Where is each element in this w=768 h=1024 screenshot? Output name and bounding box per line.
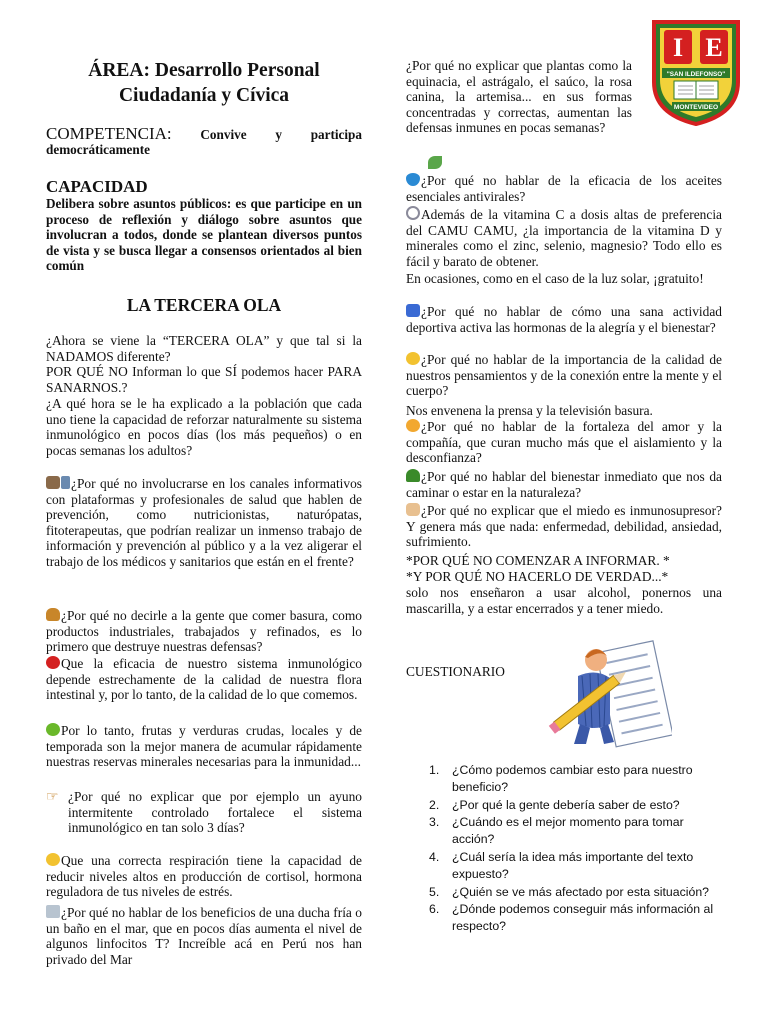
green-apple-icon [46, 723, 60, 736]
title-line-2: Ciudadanía y Cívica [118, 85, 290, 106]
microscope-icon [61, 476, 70, 489]
question-item [408, 884, 726, 901]
left-paragraph-5 [46, 608, 362, 655]
question-item [408, 797, 726, 814]
question-text: ¿Por qué la gente debería saber de esto? [452, 797, 680, 812]
man-with-microscope-icon [46, 476, 60, 489]
section-title: LA TERCERA OLA [126, 295, 282, 315]
runner-icon [406, 304, 420, 317]
cuestionario-heading: CUESTIONARIO [406, 664, 505, 679]
capacidad-text: Delibera sobre asuntos públicos: es que participe en un proceso de reflexión y diálogo sobre asuntos que involucran a todos, donde se plantean diversos puntos de vista y se busca llegar a consensos orientados al bien común [46, 196, 362, 273]
smiling-face-icon [46, 853, 60, 866]
question-item [408, 814, 726, 848]
question-text: ¿Cuándo es el mejor momento para tomar acción? [452, 815, 684, 847]
question-item [408, 762, 726, 796]
right-paragraph-6-text: ¿Por qué no hablar de la importancia de la calidad de nuestros pensamientos y de la conexión entre la mente y el cuerpo? [406, 352, 722, 399]
thinking-face-icon [406, 352, 420, 365]
apple-icon [46, 656, 60, 669]
right-paragraph-7: Nos envenena la prensa y la televisión basura. [406, 403, 653, 418]
leaf-icon [428, 156, 442, 169]
question-number: 6. [429, 902, 440, 917]
capacidad-heading: CAPACIDAD [46, 177, 148, 196]
left-paragraph-5-text: ¿Por qué no decirle a la gente que comer basura, como productos industriales, trabajados y refinados, es lo primero que destruye nuestras defensas? [46, 608, 362, 655]
right-paragraph-12: *Y POR QUÉ NO HACERLO DE VERDAD...* [406, 569, 669, 584]
question-text: ¿Cuál sería la idea más importante del texto expuesto? [452, 849, 694, 881]
right-paragraph-9-text: ¿Por qué no hablar del bienestar inmediato que nos da caminar o estar en la naturaleza? [406, 469, 722, 500]
competencia-block [46, 126, 362, 157]
left-paragraph-6 [46, 656, 362, 703]
left-paragraph-4-text: ¿Por qué no involucrarse en los canales informativos con plataformas y profesionales de salud que hablen de prevención, como nutricionistas, naturópatas, fitoterapeutas, que podrían realizar un inmenso trabajo de información y prevención al público y a la vez aligerar el trabajo de los médicos y sanitarios que están en el frente? [46, 476, 362, 569]
document-title [46, 58, 362, 108]
thumbs-down-icon [406, 503, 420, 516]
left-paragraph-3: ¿A qué hora se le ha explicado a la población que cada uno tiene la capacidad de reforzar naturalmente su sistema inmunológico en pocos días (los más pequeños) o en pocas semanas los adultos? [46, 396, 362, 458]
left-paragraph-8: ¿Por qué no explicar que por ejemplo un ayuno intermitente controlado fortalece el sistema inmunológico en tan solo 3 días? [68, 789, 362, 836]
questions-list [408, 762, 726, 936]
left-paragraph-9-text: Que una correcta respiración tiene la capacidad de reducir niveles altos en producción de cortisol, hormona reguladora de tus niveles de estrés. [46, 853, 362, 900]
competencia-label: COMPETENCIA: [46, 124, 172, 143]
question-text: ¿Dónde podemos conseguir más información al respecto? [452, 902, 714, 934]
question-text: ¿Quién se ve más afectado por esta situación? [452, 884, 710, 899]
right-paragraph-9 [406, 469, 722, 500]
right-paragraph-2 [406, 173, 722, 204]
left-paragraph-10-text: ¿Por qué no hablar de los beneficios de una ducha fría o un baño en el mar, que en pocos días aumenta el nivel de algunos linfocitos T? Increíble acá en Perú nos han privado del Mar [46, 905, 362, 967]
left-paragraph-6-text: Que la eficacia de nuestro sistema inmunológico depende estrechamente de la calidad de nuestra flora intestinal y, por lo tanto, de la calidad de lo que comemos. [46, 656, 362, 703]
left-paragraph-4 [46, 476, 362, 570]
droplet-icon [406, 173, 420, 186]
question-text: ¿Cómo podemos cambiar esto para nuestro beneficio? [452, 763, 693, 794]
right-paragraph-3 [406, 206, 722, 269]
left-paragraph-7 [46, 723, 362, 770]
right-paragraph-8 [406, 419, 722, 466]
left-paragraph-1: ¿Ahora se viene la “TERCERA OLA” y que tal si la NADAMOS diferente? [46, 333, 362, 364]
right-paragraph-5-text: ¿Por qué no hablar de cómo una sana actividad deportiva activa las hormonas de la alegría y el bienestar? [406, 304, 722, 335]
competencia-text: Convive y participa democráticamente [46, 127, 362, 157]
logo-letter-e: E [705, 33, 723, 62]
title-line-1: ÁREA: Desarrollo Personal [88, 60, 320, 81]
question-number: 5. [429, 884, 440, 899]
right-paragraph-4: En ocasiones, como en el caso de la luz solar, ¡gratuito! [406, 271, 704, 286]
right-paragraph-10-text: ¿Por qué no explicar que el miedo es inmunosupresor? Y genera más que nada: enfermedad, debilidad, ansiedad, sufrimiento. [406, 503, 722, 550]
hearts-face-icon [406, 419, 420, 432]
question-item [408, 901, 726, 935]
school-logo [648, 18, 744, 126]
student-with-pencil-illustration [544, 640, 672, 748]
pointing-hand-icon: ☞ [46, 790, 59, 805]
left-paragraph-10 [46, 905, 362, 967]
question-number: 1. [429, 763, 440, 777]
right-paragraph-2-text: ¿Por qué no hablar de la eficacia de los aceites esenciales antivirales? [406, 173, 722, 204]
question-number: 2. [429, 797, 440, 812]
right-paragraph-6 [406, 352, 722, 399]
right-paragraph-8-text: ¿Por qué no hablar de la fortaleza del amor y la compañía, que curan mucho más que el aislamiento y la desconfianza? [406, 419, 722, 466]
question-item [408, 849, 726, 883]
tree-icon [406, 469, 420, 482]
logo-banner: "SAN ILDEFONSO" [666, 71, 726, 78]
left-paragraph-9 [46, 853, 362, 900]
shower-icon [46, 905, 60, 918]
question-number: 3. [429, 815, 440, 830]
logo-letter-i: I [672, 33, 684, 62]
logo-city: MONTEVIDEO [673, 104, 719, 111]
pill-icon [406, 206, 420, 220]
right-paragraph-3-text: Además de la vitamina C a dosis altas de preferencia del CAMU CAMU, ¿la importancia de la vitamina D y minerales como el zinc, selenio, magnesio? Todo ello es fácil y barato de obtener. [406, 207, 722, 269]
left-paragraph-2: POR QUÉ NO Informan lo que SÍ podemos hacer PARA SANARNOS.? [46, 364, 362, 395]
right-paragraph-5 [406, 304, 722, 335]
right-paragraph-1: ¿Por qué no explicar que plantas como la equinacia, el astrágalo, el saúco, la rosa canina, la artemisa... en sus formas concentradas y correctas, aumentan las defensas inmunes en pocas semanas? [406, 58, 632, 136]
right-paragraph-10 [406, 503, 722, 550]
question-number: 4. [429, 849, 440, 864]
right-paragraph-13: solo nos enseñaron a usar alcohol, ponernos una mascarilla, y a estar encerrados y a tener miedo. [406, 585, 722, 616]
left-paragraph-7-text: Por lo tanto, frutas y verduras crudas, locales y de temporada son la mejor manera de acumular rápidamente nuestras reservas minerales necesarias para la inmunidad... [46, 723, 362, 770]
hamburger-icon [46, 608, 60, 621]
right-paragraph-11: *POR QUÉ NO COMENZAR A INFORMAR. * [406, 553, 670, 568]
